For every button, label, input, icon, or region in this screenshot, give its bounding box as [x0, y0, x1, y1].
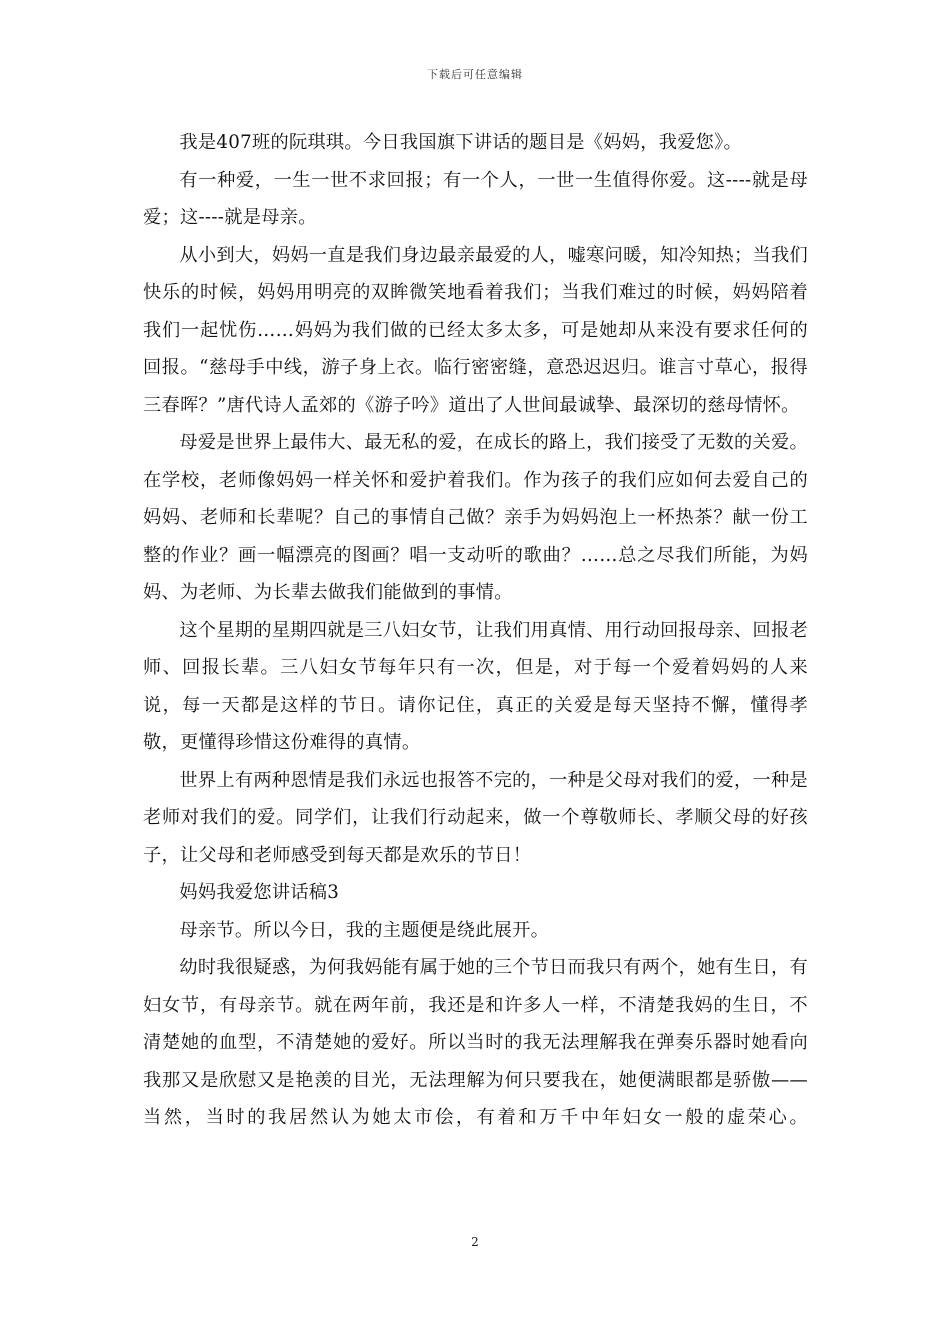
paragraph-two-graces: 世界上有两种恩情是我们永远也报答不完的，一种是父母对我们的爱，一种是老师对我们的爱。同学们，让我们行动起来，做一个尊敬师长、孝顺父母的好孩子，让父母和老师感受到每天都是欢乐的节日！ [143, 769, 808, 866]
paragraph-mothers-day: 母亲节。所以今日，我的主题便是绕此展开。 [179, 919, 550, 941]
section-heading: 妈妈我爱您讲话稿3 [179, 882, 340, 903]
paragraph-young-confusion: 幼时我很疑惑，为何我妈能有属于她的三个节日而我只有两个，她有生日，有妇女节，有母亲节。就在两年前，我还是和许多人一样，不清楚我妈的生日，不清楚她的血型，不清楚她的爱好。所以当时的我无法理解我在弹奏乐器时她看向我那又是欣慰又是艳羡的目光，无法理解为何只要我在，她便满眼都是骄傲——当然，当时的我居然认为她太市侩，有着和万千中年妇女一般的虚荣心。 [143, 957, 808, 1128]
paragraph-childhood: 从小到大，妈妈一直是我们身边最亲最爱的人，嘘寒问暖，知冷知热；当我们快乐的时候，妈妈用明亮的双眸微笑地看着我们；当我们难过的时候，妈妈陪着我们一起忧伤……妈妈为我们做的已经太多太多，可是她却从来没有要求任何的回报。“慈母手中线，游子身上衣。临行密密缝，意恐迟迟归。谁言寸草心，报得三春晖？”唐代诗人孟郊的《游子吟》道出了人世间最诚挚、最深切的慈母情怀。 [143, 244, 808, 416]
paragraph-intro: 我是407班的阮琪琪。今日我国旗下讲话的题目是《妈妈，我爱您》。 [179, 132, 743, 153]
paragraph-mother-love: 有一种爱，一生一世不求回报；有一个人，一世一生值得你爱。这----就是母爱；这----就是母亲。 [143, 169, 808, 228]
document-body [143, 124, 808, 1137]
page-header: 下载后可任意编辑 [427, 68, 523, 81]
page-number: 2 [471, 1235, 479, 1249]
paragraph-womens-day: 这个星期的星期四就是三八妇女节，让我们用真情、用行动回报母亲、回报老师、回报长辈。三八妇女节每年只有一次，但是，对于每一个爱着妈妈的人来说，每一天都是这样的节日。请你记住，真正的关爱是每天坚持不懈，懂得孝敬，更懂得珍惜这份难得的真情。 [143, 619, 808, 753]
paragraph-greatest-love: 母爱是世界上最伟大、最无私的爱，在成长的路上，我们接受了无数的关爱。在学校，老师像妈妈一样关怀和爱护着我们。作为孩子的我们应如何去爱自己的妈妈、老师和长辈呢？自己的事情自己做？亲手为妈妈泡上一杯热茶？献一份工整的作业？画一幅漂亮的图画？唱一支动听的歌曲？……总之尽我们所能，为妈妈、为老师、为长辈去做我们能做到的事情。 [143, 432, 808, 603]
